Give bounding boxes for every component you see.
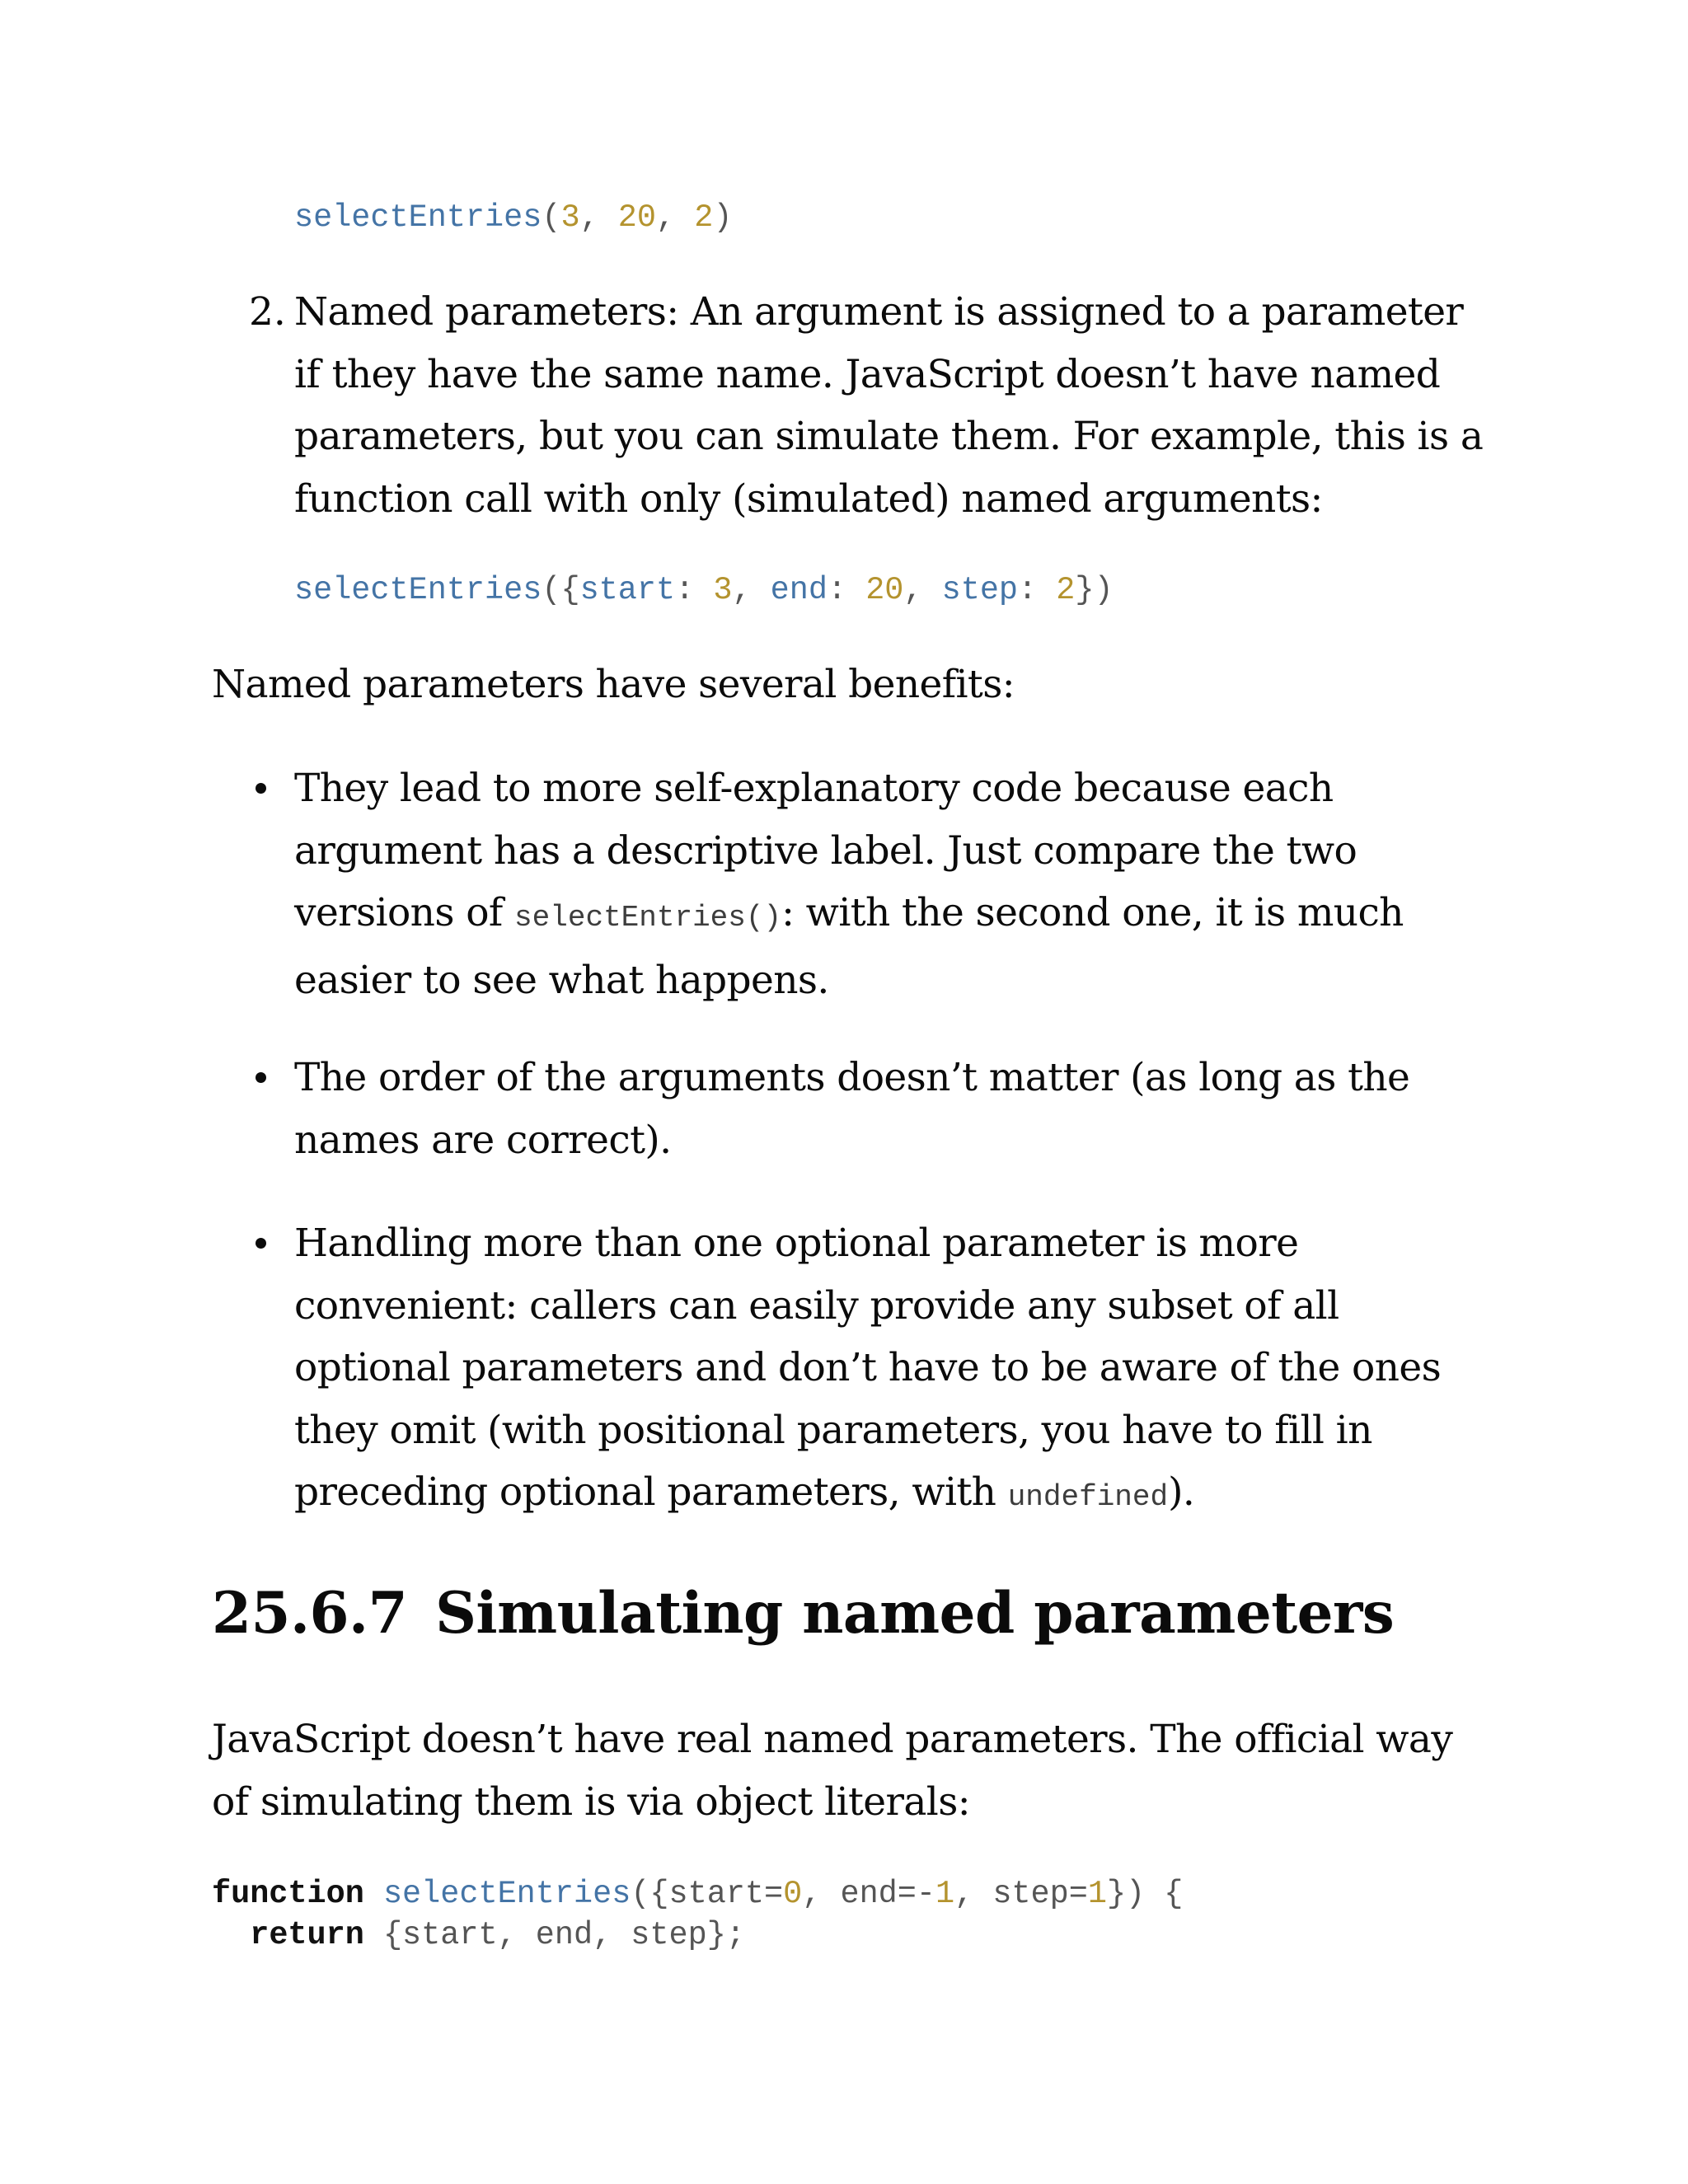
benefit-text: They lead to more self-explanatory code because each argument has a descriptive label. Just compare the two versions of [294, 766, 1357, 935]
code-space [364, 1876, 383, 1912]
benefit-item-order: The order of the arguments doesn’t matter (as long as the names are correct). [294, 1055, 1410, 1163]
benefit-item-self-explanatory [294, 757, 1489, 1011]
code-named-call [294, 569, 1114, 611]
code-punct: : [675, 572, 714, 608]
code-key: step [941, 572, 1019, 608]
code-punct: ({start= [631, 1876, 784, 1912]
code-punct: , [579, 199, 618, 236]
section-intro: JavaScript doesn’t have real named parameters. The official way of simulating them is via object literals: [212, 1717, 1453, 1825]
code-punct: , step= [954, 1876, 1088, 1912]
section-number: 25.6.7 [212, 1580, 408, 1647]
code-punct: ({ [542, 572, 580, 608]
code-punct: : [1018, 572, 1057, 608]
inline-code: selectEntries() [514, 901, 782, 935]
code-punct: }) { [1106, 1876, 1184, 1912]
bullet-icon [256, 1238, 266, 1249]
code-punct: , [903, 572, 942, 608]
code-punct: , [656, 199, 695, 236]
code-function-name: selectEntries [294, 199, 542, 236]
code-punct: }) [1075, 572, 1114, 608]
section-heading [212, 1577, 1394, 1651]
code-punct: {start, end, step}; [363, 1917, 745, 1953]
code-punct: ) [713, 199, 733, 236]
code-punct: , end=- [802, 1876, 935, 1912]
code-number: 3 [713, 572, 733, 608]
benefit-text: : with the second one, it is much easier to see what happens. [294, 890, 1404, 1003]
list-number-marker: 2. [249, 289, 286, 335]
code-function-block [212, 1873, 1183, 1956]
bullet-icon [256, 1072, 266, 1083]
code-number: 20 [617, 199, 657, 236]
inline-code: undefined [1007, 1480, 1169, 1514]
code-number: 1 [1087, 1876, 1107, 1912]
code-indent [212, 1917, 250, 1953]
benefit-item-optional [294, 1212, 1489, 1529]
code-number: 2 [1056, 572, 1076, 608]
code-key: start [579, 572, 676, 608]
code-function-name: selectEntries [294, 572, 542, 608]
code-key: end [770, 572, 828, 608]
code-number: 0 [783, 1876, 803, 1912]
code-punct: ( [542, 199, 561, 236]
code-number: 1 [935, 1876, 955, 1912]
code-number: 20 [865, 572, 904, 608]
code-number: 2 [694, 199, 714, 236]
list-item-named-parameters: Named parameters: An argument is assigned to a parameter if they have the same name. JavaScript doesn’t have named parameters, but you can simulate them. For example, this is a function call with only (simulated) named arguments: [294, 289, 1484, 522]
code-function-name: selectEntries [382, 1876, 631, 1912]
benefit-text: ). [1168, 1469, 1195, 1515]
code-positional-call [294, 197, 732, 238]
code-keyword: return [250, 1917, 364, 1953]
section-title: Simulating named parameters [435, 1580, 1395, 1647]
benefits-intro: Named parameters have several benefits: [212, 662, 1015, 707]
bullet-icon [256, 783, 266, 794]
benefit-text: Handling more than one optional parameter is more convenient: callers can easily provide any subset of all optional parameters and don’t have to be aware of the ones they omit (with positional parameters, you have to fill in preceding optional parameters, with [294, 1221, 1442, 1515]
code-punct: , [732, 572, 771, 608]
code-punct: : [827, 572, 866, 608]
code-number: 3 [560, 199, 580, 236]
code-keyword: function [212, 1876, 364, 1912]
